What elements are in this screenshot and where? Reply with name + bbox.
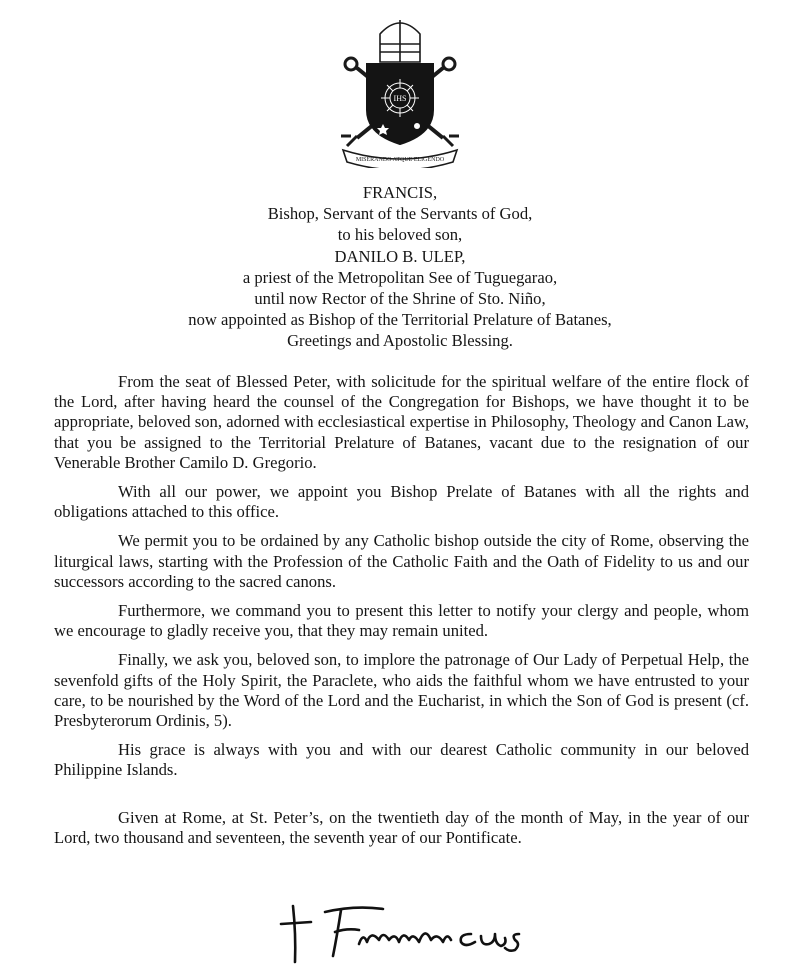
handwritten-signature xyxy=(275,896,560,966)
sender-name: FRANCIS, xyxy=(362,183,438,202)
body-paragraph: His grace is always with you and with our dearest Catholic community in our beloved Philippine Islands. xyxy=(54,740,749,780)
sender-title: Bishop, Servant of the Servants of God, xyxy=(267,204,533,224)
body-paragraph: Furthermore, we command you to present this letter to notify your clergy and people, whom we encourage to gladly receive you, that they may remain united. xyxy=(54,601,749,641)
greeting-line: Greetings and Apostolic Blessing. xyxy=(287,331,513,351)
closing-paragraph: Given at Rome, at St. Peter’s, on the twentieth day of the month of May, in the year of our Lord, two thousand and seventeen, the seventh year of our Pontificate. xyxy=(54,807,749,847)
papal-coat-of-arms xyxy=(333,10,467,168)
letter-address-block xyxy=(0,182,800,352)
body-paragraph: We permit you to be ordained by any Catholic bishop outside the city of Rome, observing the liturgical laws, starting with the Profession of the Catholic Faith and the Oath of Fidelity to us and our successors according to the sacred canons. xyxy=(54,531,749,591)
body-paragraph: From the seat of Blessed Peter, with solicitude for the spiritual welfare of the entire flock of the Lord, after having heard the counsel of the Congregation for Bishops, we have thought it to be appropriate, beloved son, adorned with ecclesiastical expertise in Philosophy, Theology and Canon Law, that you be assigned to the Territorial Prelature of Batanes, vacant due to the resignation of our Venerable Brother Camilo D. Gregorio. xyxy=(54,372,749,472)
recipient-name: DANILO B. ULEP, xyxy=(334,246,466,266)
body-paragraph: Finally, we ask you, beloved son, to implore the patronage of Our Lady of Perpetual Help, the sevenfold gifts of the Holy Spirit, the Paraclete, who aids the faithful whom we have entrusted to your care, to be nourished by the Word of the Lord and the Eucharist, in which the Son of God is present (cf. Presbyterorum Ordinis, 5). xyxy=(54,650,749,731)
ihs-emblem-text: IHS xyxy=(393,94,407,103)
address-line: to his beloved son, xyxy=(337,225,463,245)
body-paragraph: With all our power, we appoint you Bishop Prelate of Batanes with all the rights and obligations attached to this office. xyxy=(54,482,749,522)
recipient-previous-office: until now Rector of the Shrine of Sto. Niño, xyxy=(254,289,546,309)
letter-body xyxy=(54,372,749,857)
recipient-description: a priest of the Metropolitan See of Tuguegarao, xyxy=(242,267,558,287)
motto-ribbon-text: MISERANDO ATQUE ELIGENDO xyxy=(355,157,445,163)
recipient-new-office: now appointed as Bishop of the Territorial Prelature of Batanes, xyxy=(188,310,612,330)
